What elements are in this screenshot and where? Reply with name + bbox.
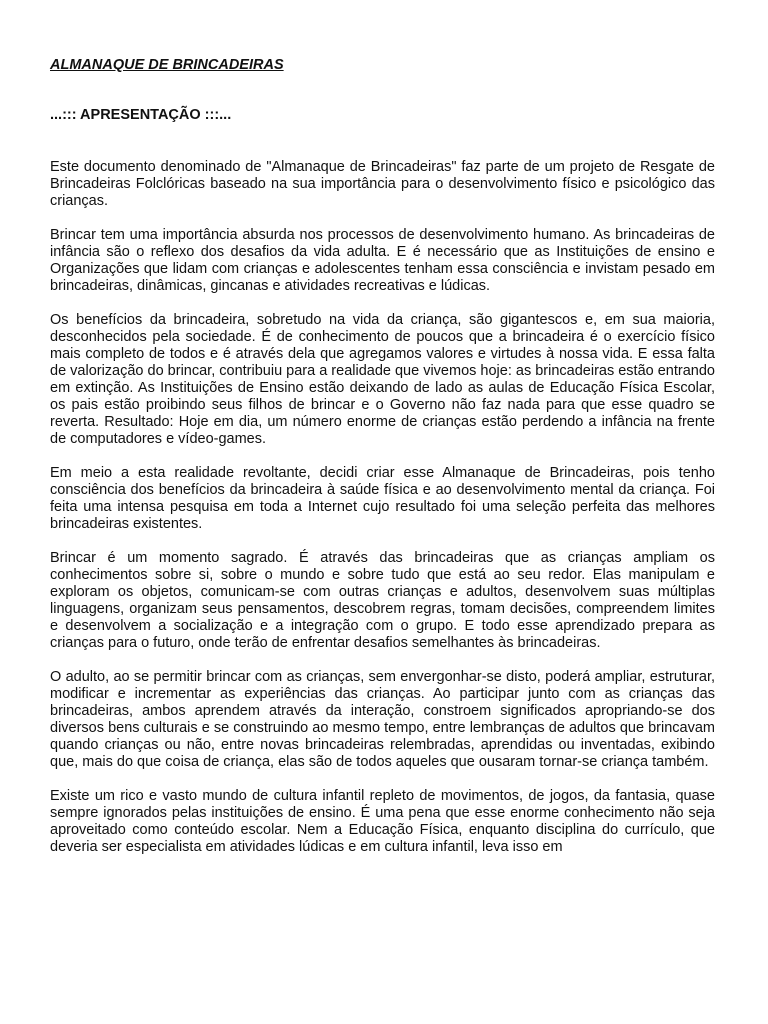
paragraph: Em meio a esta realidade revoltante, decidi criar esse Almanaque de Brincadeiras, pois tenho consciência dos benefícios da brincadeira à saúde física e ao desenvolvimento mental da criança. Foi feita uma intensa pesquisa em toda a Internet cujo resultado foi uma seleção perfeita das melhores brincadeiras existentes. [50,465,715,532]
paragraph: Brincar tem uma importância absurda nos processos de desenvolvimento humano. As brincadeiras de infância são o reflexo dos desafios da vida adulta. E é necessário que as Instituições de ensino e Organizações que lidam com crianças e adolescentes tenham essa consciência e invistam pesado em brincadeiras, dinâmicas, gincanas e atividades recreativas e lúdicas. [50,227,715,294]
paragraph: Brincar é um momento sagrado. É através das brincadeiras que as crianças ampliam os conhecimentos sobre si, sobre o mundo e sobre tudo que está ao seu redor. Elas manipulam e exploram os objetos, comunicam-se com outras crianças e adultos, desenvolvem suas múltiplas linguagens, organizam seus pensamentos, descobrem regras, tomam decisões, compreendem limites e desenvolvem a socialização e a integração com o grupo. E todo esse aprendizado prepara as crianças para o futuro, onde terão de enfrentar desafios semelhantes às brincadeiras. [50,550,715,651]
document-title: ALMANAQUE DE BRINCADEIRAS [50,57,284,73]
document-page [50,57,715,873]
paragraph: Os benefícios da brincadeira, sobretudo na vida da criança, são gigantescos e, em sua maioria, desconhecidos pela sociedade. É de conhecimento de poucos que a brincadeira é o exercício físico mais completo de todos e é através dela que agregamos valores e virtudes à nossa vida. E essa falta de valorização do brincar, contribuiu para a realidade que vivemos hoje: as brincadeiras estão entrando em extinção. As Instituições de Ensino estão deixando de lado as aulas de Educação Física Escolar, os pais estão proibindo seus filhos de brincar e o Governo não faz nada para que esse quadro se reverta. Resultado: Hoje em dia, um número enorme de crianças estão perdendo a infância na frente de computadores e vídeo-games. [50,312,715,447]
section-heading: ...::: APRESENTAÇÃO :::... [50,107,232,123]
paragraph: O adulto, ao se permitir brincar com as crianças, sem envergonhar-se disto, poderá ampliar, estruturar, modificar e incrementar as experiências das crianças. Ao participar junto com as crianças das brincadeiras, ambos aprendem através da interação, constroem significados apropriando-se dos diversos bens culturais e se construindo ao mesmo tempo, entre lembranças de adultos que brincavam quando crianças ou não, entre novas brincadeiras relembradas, aprendidas ou inventadas, exibindo que, mais do que coisa de criança, elas são de todos aqueles que ousaram tornar-se criança também. [50,669,715,770]
document-body [50,159,715,856]
paragraph: Existe um rico e vasto mundo de cultura infantil repleto de movimentos, de jogos, da fantasia, quase sempre ignorados pelas instituições de ensino. É uma pena que esse enorme conhecimento não seja aproveitado como conteúdo escolar. Nem a Educação Física, enquanto disciplina do currículo, que deveria ser especialista em atividades lúdicas e em cultura infantil, leva isso em [50,788,715,855]
paragraph: Este documento denominado de "Almanaque de Brincadeiras" faz parte de um projeto de Resgate de Brincadeiras Folclóricas baseado na sua importância para o desenvolvimento físico e psicológico das crianças. [50,159,715,209]
